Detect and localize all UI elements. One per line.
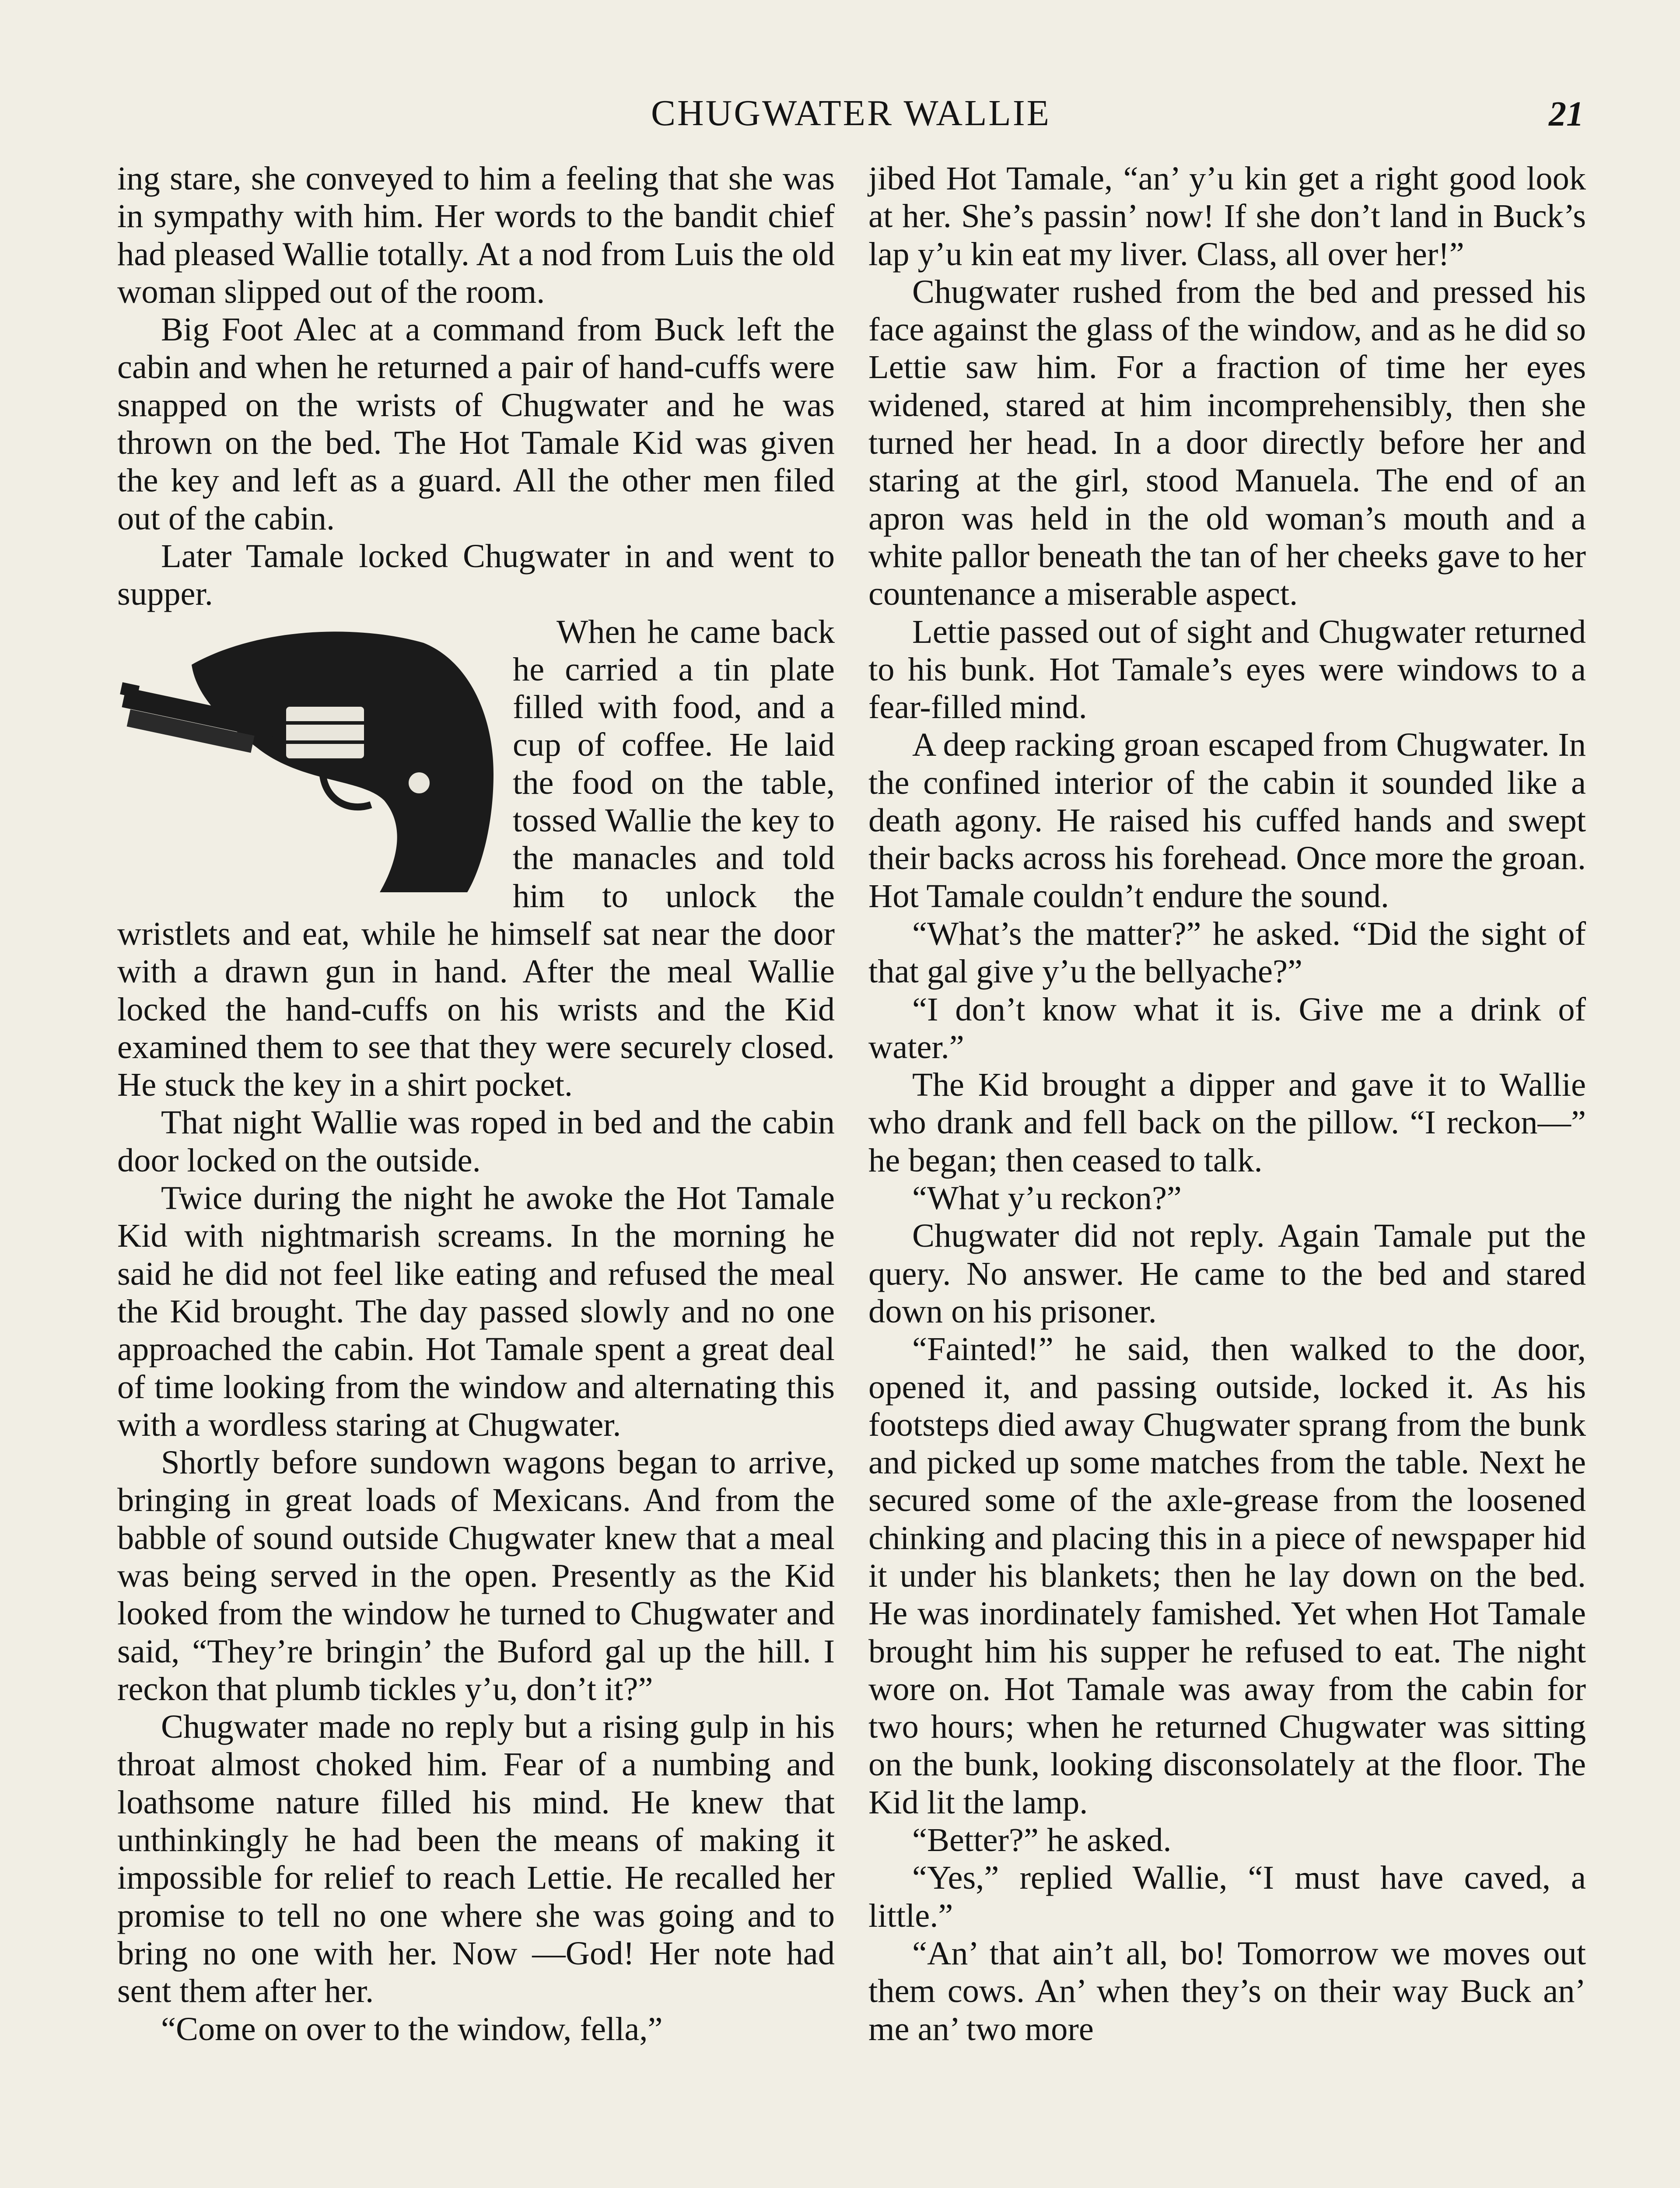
left-column <box>117 160 835 2048</box>
paragraph: Twice during the night he awoke the Hot Tamale Kid with nightmarish screams. In the morning he said he did not feel like eating and refused the meal the Kid brought. The day passed slowly and no one approached the cabin. Hot Tamale spent a great deal of time looking from the window and alternating this with a wordless staring at Chugwater. <box>117 1179 835 1443</box>
paragraph: Big Foot Alec at a command from Buck left the cabin and when he returned a pair of hand-cuffs were snapped on the wrists of Chugwater and he was thrown on the bed. The Hot Tamale Kid was given the key and left as a guard. All the other men filed out of the cabin. <box>117 311 835 537</box>
paragraph: “What y’u reckon?” <box>912 1179 1182 1217</box>
revolver-icon <box>117 617 502 897</box>
paragraph: Later Tamale locked Chugwater in and went to supper. <box>117 537 835 613</box>
paragraph: Chugwater did not reply. Again Tamale put the query. No answer. He came to the bed and stared down on his prisoner. <box>868 1217 1586 1330</box>
paragraph: “Come on over to the window, fella,” <box>161 2010 663 2048</box>
page-header <box>118 92 1584 144</box>
paragraph: That night Wallie was roped in bed and the cabin door locked on the outside. <box>117 1104 835 1179</box>
running-head: CHUGWATER WALLIE <box>651 93 1051 133</box>
paragraph: Lettie passed out of sight and Chugwater returned to his bunk. Hot Tamale’s eyes were windows to a fear-filled mind. <box>868 613 1586 726</box>
paragraph: jibed Hot Tamale, “an’ y’u kin get a right good look at her. She’s passin’ now! If she don’t land in Buck’s lap y’u kin eat my liver. Class, all over her!” <box>868 160 1586 273</box>
paragraph: A deep racking groan escaped from Chugwater. In the confined interior of the cabin it sounded like a death agony. He raised his cuffed hands and swept their backs across his forehead. Once more the groan. Hot Tamale couldn’t endure the sound. <box>868 726 1586 915</box>
paragraph: Shortly before sundown wagons began to arrive, bringing in great loads of Mexicans. And from the babble of sound outside Chugwater knew that a meal was being served in the open. Presently as the Kid looked from the window he turned to Chugwater and said, “They’re bringin’ the Buford gal up the hill. I reckon that plumb tickles y’u, don’t it?” <box>117 1444 835 1708</box>
page-number: 21 <box>1549 95 1584 133</box>
paragraph: Chugwater made no reply but a rising gulp in his throat almost choked him. Fear of a numbing and loathsome nature filled his mind. He knew that unthinkingly he had been the means of making it impossible for relief to reach Lettie. He recalled her promise to tell no one where she was going and to bring no one with her. Now —God! Her note had sent them after her. <box>117 1708 835 2010</box>
paragraph: “Fainted!” he said, then walked to the door, opened it, and passing outside, locked it. As his footsteps died away Chugwater sprang from the bunk and picked up some matches from the table. Next he secured some of the axle-grease from the loosened chinking and placing this in a piece of newspaper hid it under his blankets; then he lay down on the bed. He was inordinately famished. Yet when Hot Tamale brought him his supper he refused to eat. The night wore on. Hot Tamale was away from the cabin for two hours; when he returned Chugwater was sitting on the bunk, looking disconsolately at the floor. The Kid lit the lamp. <box>868 1330 1586 1821</box>
paragraph: “I don’t know what it is. Give me a drink of water.” <box>868 990 1586 1066</box>
paragraph: ing stare, she conveyed to him a feeling that she was in sympathy with him. Her words to the bandit chief had pleased Wallie totally. At a nod from Luis the old woman slipped out of the room. <box>117 160 835 310</box>
paragraph: “What’s the matter?” he asked. “Did the sight of that gal give y’u the bellyache?” <box>868 915 1586 990</box>
paragraph: When he came back he carried a tin plate filled with food, and a cup of coffee. He laid the food on the table, tossed Wallie the key to the manacles and told him to unlock the wristlets and eat, while he himself sat near the door with a drawn gun in hand. After the meal Wallie locked the hand-cuffs on his wrists and the Kid examined them to see that they were securely closed. He stuck the key in a shirt pocket. <box>117 613 835 1104</box>
revolver-illustration <box>117 617 502 897</box>
paragraph: “Better?” he asked. <box>912 1821 1172 1859</box>
paragraph: “An’ that ain’t all, bo! Tomorrow we moves out them cows. An’ when they’s on their way Buck an’ me an’ two more <box>868 1934 1586 2048</box>
paragraph: Chugwater rushed from the bed and pressed his face against the glass of the window, and as he did so Lettie saw him. For a fraction of time her eyes widened, stared at him incomprehensibly, then she turned her head. In a door directly before her and staring at the girl, stood Manuela. The end of an apron was held in the old woman’s mouth and a white pallor beneath the tan of her cheeks gave to her countenance a miserable aspect. <box>868 273 1586 613</box>
right-column <box>868 160 1586 2048</box>
paragraph: The Kid brought a dipper and gave it to Wallie who drank and fell back on the pillow. “I reckon—” he began; then ceased to talk. <box>868 1066 1586 1179</box>
paragraph: “Yes,” replied Wallie, “I must have caved, a little.” <box>868 1859 1586 1934</box>
